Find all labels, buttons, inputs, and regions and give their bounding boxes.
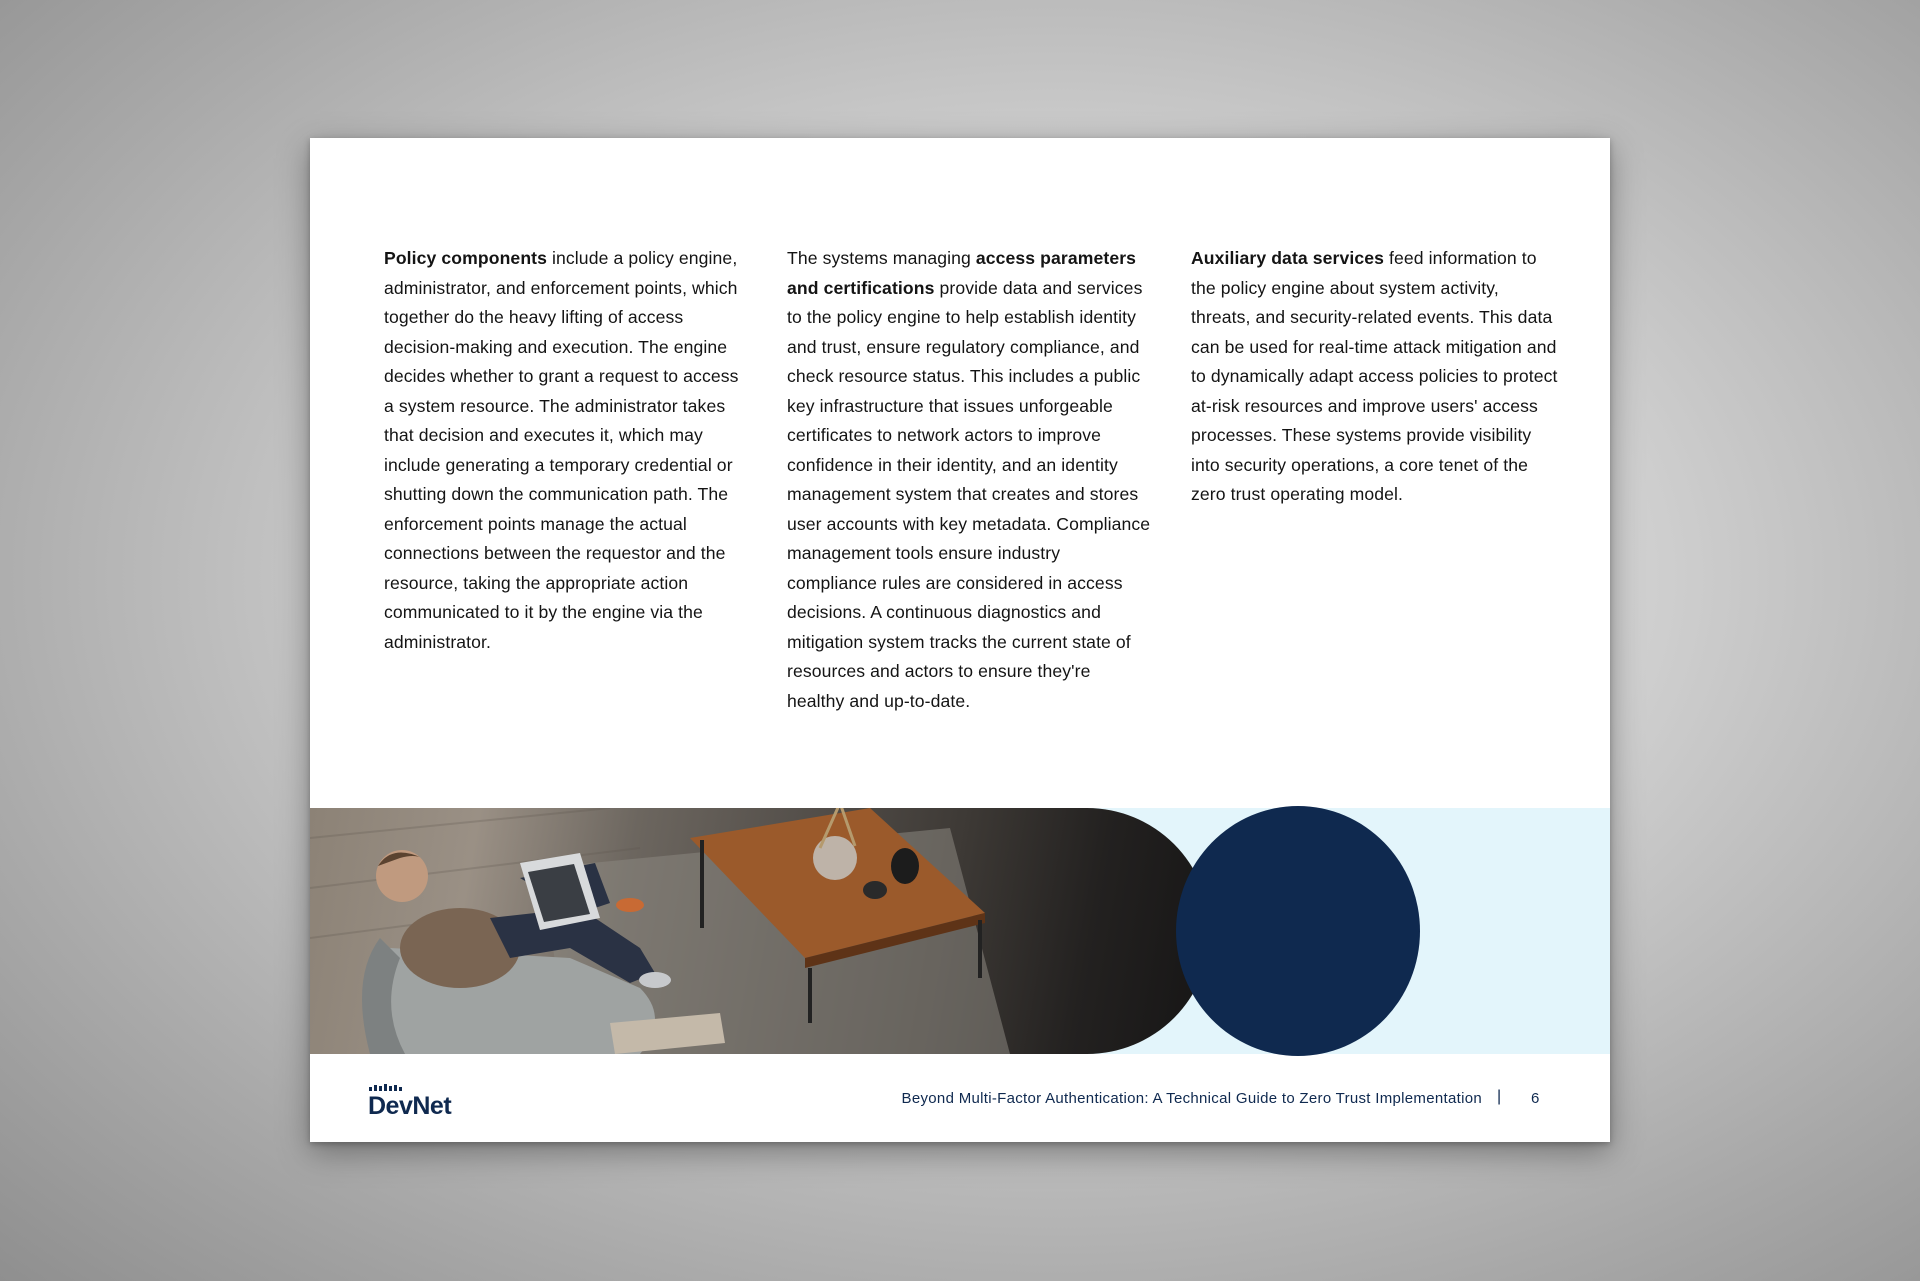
navy-circle-graphic: [1176, 806, 1420, 1056]
column-lead: Auxiliary data services: [1191, 248, 1385, 268]
column-lead: access parameters and certifications: [787, 248, 1137, 298]
photo-man-with-laptop: [310, 808, 1210, 1054]
document-page: [310, 138, 1610, 1142]
column-lead: Policy components: [384, 248, 548, 268]
cisco-bars-icon: [369, 1084, 409, 1091]
column-access-parameters: [787, 244, 1152, 716]
column-intro: The systems managing: [787, 248, 976, 268]
column-policy-components: [384, 244, 749, 657]
photo-illustration: [310, 808, 1210, 1054]
footer-document-title: Beyond Multi-Factor Authentication: A Technical Guide to Zero Trust Implementation: [901, 1090, 1482, 1107]
footer-separator: |: [1497, 1088, 1502, 1105]
column-auxiliary-data: [1191, 244, 1561, 510]
logo-text: DevNet: [368, 1092, 452, 1120]
devnet-logo: [368, 1084, 458, 1124]
page-number: 6: [1531, 1090, 1540, 1107]
column-body: include a policy engine, administrator, and enforcement points, which together do the heavy lifting of access decision-making and execution. The engine decides whether to grant a request to access a system resource. The administrator takes that decision and executes it, which may include generating a temporary credential or shutting down the communication path. The enforcement points manage the actual connections between the requestor and the resource, taking the appropriate action communicated to it by the engine via the administrator.: [384, 248, 739, 652]
column-body: feed information to the policy engine about system activity, threats, and security-related events. This data can be used for real-time attack mitigation and to dynamically adapt access policies to protect at-risk resources and improve users' access processes. These systems provide visibility into security operations, a core tenet of the zero trust operating model.: [1191, 248, 1558, 504]
column-body: provide data and services to the policy engine to help establish identity and trust, ensure regulatory compliance, and check resource status. This includes a public key infrastructure that issues unforgeable certificates to network actors to improve confidence in their identity, and an identity management system that creates and stores user accounts with key metadata. Compliance management tools ensure industry compliance rules are considered in access decisions. A continuous diagnostics and mitigation system tracks the current state of resources and actors to ensure they're healthy and up-to-date.: [787, 277, 1151, 711]
